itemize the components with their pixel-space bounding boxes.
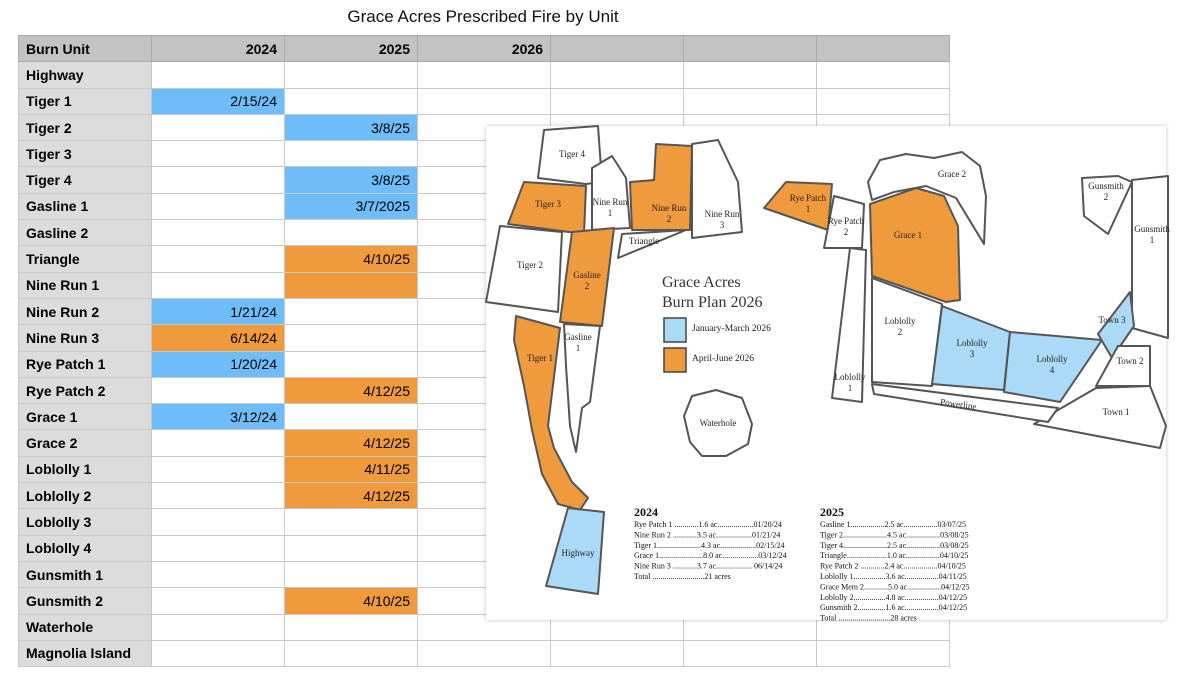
summary-row: Rye Patch 2 ............2.4 ac.................04/10/25	[820, 561, 966, 571]
cell-2024[interactable]	[152, 246, 285, 272]
header-cell[interactable]	[684, 36, 817, 62]
cell-2025[interactable]	[285, 561, 418, 587]
header-cell[interactable]	[551, 36, 684, 62]
parcel-label-line: 3	[719, 220, 725, 230]
cell-2024[interactable]	[152, 62, 285, 88]
parcel-label-line: 2	[584, 281, 590, 291]
cell-2026[interactable]	[418, 62, 551, 88]
parcel-rye-patch-1[interactable]	[764, 182, 832, 230]
legend-label-jan-mar: January-March 2026	[692, 324, 771, 334]
unit-name-cell[interactable]: Tiger 3	[19, 141, 152, 167]
parcel-nine-run-3[interactable]	[692, 140, 742, 238]
summary-row: Total ..........................28 acres	[820, 613, 917, 623]
parcel-label-line: Loblolly	[834, 372, 866, 382]
cell-2025[interactable]	[285, 351, 418, 377]
cell-2024[interactable]: 3/12/24	[152, 404, 285, 430]
header-cell[interactable]: 2025	[285, 36, 418, 62]
parcel-label-line: Highway	[561, 548, 595, 558]
cell-2024[interactable]	[152, 561, 285, 587]
unit-name-cell[interactable]: Highway	[19, 62, 152, 88]
cell-2024[interactable]: 1/20/24	[152, 351, 285, 377]
parcel-town-2[interactable]	[1096, 346, 1150, 386]
summary-row: Tiger 1......................4.3 ac..................02/15/24	[634, 540, 785, 550]
summary-row: Loblolly 1................3.6 ac.................04/11/25	[820, 572, 967, 581]
parcel-label-grace1	[894, 230, 922, 240]
cell-2025[interactable]	[285, 640, 418, 666]
cell-2024[interactable]	[152, 483, 285, 509]
parcel-label-town2	[1116, 356, 1143, 366]
cell-2025[interactable]	[285, 325, 418, 351]
cell-2025[interactable]: 3/7/2025	[285, 193, 418, 219]
parcel-label-grace2	[938, 169, 966, 179]
parcel-label-line: 2	[897, 327, 903, 337]
parcel-label-line: Tiger 2	[517, 260, 543, 270]
parcel-label-line: Tiger 1	[527, 353, 553, 363]
unit-name-cell[interactable]: Nine Run 3	[19, 325, 152, 351]
parcel-label-town1	[1102, 407, 1129, 417]
empty-cell[interactable]	[684, 640, 817, 666]
cell-2024[interactable]: 6/14/24	[152, 325, 285, 351]
parcel-label-line: Town 1	[1102, 407, 1130, 417]
empty-cell[interactable]	[551, 640, 684, 666]
parcel-label-line: 2	[843, 227, 849, 237]
parcel-label-line: Rye Patch	[827, 216, 865, 226]
parcel-label-line: Powerline	[939, 396, 978, 412]
parcel-label-highway	[562, 548, 595, 558]
empty-cell[interactable]	[817, 640, 950, 666]
cell-2025[interactable]: 3/8/25	[285, 114, 418, 140]
parcel-label-line: Loblolly	[1036, 354, 1068, 364]
cell-2025[interactable]: 4/10/25	[285, 588, 418, 614]
parcel-label-line: Triangle	[628, 236, 660, 246]
table-row	[19, 62, 950, 88]
parcel-label-line: 1	[847, 383, 853, 393]
summary-row: Rye Patch 1 ............1.6 ac..................01/20/24	[634, 520, 782, 529]
cell-2025[interactable]	[285, 298, 418, 324]
unit-name-cell[interactable]: Grace 1	[19, 404, 152, 430]
cell-2025[interactable]: 4/12/25	[285, 430, 418, 456]
header-cell[interactable]: 2024	[152, 36, 285, 62]
parcel-loblolly-3[interactable]	[932, 306, 1010, 390]
parcel-label-line: Rye Patch	[789, 193, 827, 203]
table-2025-heading: 2025	[820, 505, 844, 519]
cell-2025[interactable]	[285, 220, 418, 246]
table-2024-heading: 2024	[634, 505, 658, 519]
summary-row: Nine Run 2 ............3.5 ac..................01/21/24	[634, 530, 781, 540]
summary-row: Grace Mem 2............5.0 ac.................04/12/25	[820, 582, 970, 592]
parcel-label-line: Nine Run	[651, 203, 687, 213]
parcel-label-line: Tiger 4	[559, 149, 585, 159]
burn-plan-map	[486, 126, 1170, 623]
cell-2024[interactable]	[152, 167, 285, 193]
table-row	[19, 640, 950, 666]
parcel-gunsmith-1[interactable]	[1132, 176, 1168, 338]
summary-row: Nine Run 3 ............3.7 ac.................. 06/14/24	[634, 561, 783, 571]
empty-cell[interactable]	[684, 88, 817, 114]
parcel-label-line: Waterhole	[699, 418, 737, 428]
unit-name-cell[interactable]: Tiger 2	[19, 114, 152, 140]
parcel-label-line: 1	[805, 204, 811, 214]
empty-cell[interactable]	[551, 88, 684, 114]
summary-row: Tiger 4......................2.5 ac.................03/08/25	[820, 540, 969, 550]
cell-2025[interactable]	[285, 509, 418, 535]
cell-2024[interactable]	[152, 377, 285, 403]
unit-name-cell[interactable]: Loblolly 2	[19, 483, 152, 509]
summary-row: Tiger 2......................4.5 ac.................03/08/25	[820, 530, 969, 540]
summary-row: Total ..........................21 acres	[634, 572, 731, 581]
parcel-label-line: 3	[969, 349, 975, 359]
parcel-label-line: Grace 1	[893, 230, 923, 240]
parcel-label-line: Tiger 3	[535, 199, 561, 209]
cell-2024[interactable]	[152, 220, 285, 246]
cell-2025[interactable]: 4/10/25	[285, 246, 418, 272]
cell-2025[interactable]	[285, 614, 418, 640]
unit-name-cell[interactable]: Rye Patch 2	[19, 377, 152, 403]
cell-2024[interactable]	[152, 640, 285, 666]
unit-name-cell[interactable]: Rye Patch 1	[19, 351, 152, 377]
unit-name-cell[interactable]: Gunsmith 2	[19, 588, 152, 614]
cell-2024[interactable]	[152, 588, 285, 614]
table-row	[19, 88, 950, 114]
unit-name-cell[interactable]: Triangle	[19, 246, 152, 272]
parcel-label-line: 2	[666, 214, 672, 224]
empty-cell[interactable]	[817, 62, 950, 88]
cell-2024[interactable]	[152, 114, 285, 140]
cell-2024[interactable]	[152, 535, 285, 561]
map-svg	[486, 126, 1170, 623]
summary-row: Grace 1......................8.0 ac..................03/12/24	[634, 551, 787, 561]
parcel-label-line: 4	[1049, 365, 1055, 375]
cell-2024[interactable]: 2/15/24	[152, 88, 285, 114]
cell-2025[interactable]: 4/12/25	[285, 377, 418, 403]
parcel-label-line: Gunsmith	[1134, 224, 1170, 234]
parcel-label-line: Grace 2	[937, 169, 967, 179]
cell-2025[interactable]	[285, 404, 418, 430]
summary-row: Loblolly 2................4.8 ac.................04/12/25	[820, 592, 968, 602]
cell-2024[interactable]	[152, 456, 285, 482]
cell-2024[interactable]	[152, 141, 285, 167]
parcel-label-line: Town 2	[1116, 356, 1144, 366]
parcel-gasline-1[interactable]	[564, 324, 600, 452]
cell-2026[interactable]	[418, 640, 551, 666]
cell-2026[interactable]	[418, 88, 551, 114]
parcel-label-tiger4	[559, 149, 585, 159]
unit-name-cell[interactable]: Gunsmith 1	[19, 561, 152, 587]
parcel-label-line: Nine Run	[592, 197, 628, 207]
header-cell[interactable]	[817, 36, 950, 62]
summary-row: Triangle....................1.0 ac.................04/10/25	[820, 551, 969, 561]
parcel-label-line: Gunsmith	[1088, 181, 1124, 191]
cell-2024[interactable]	[152, 614, 285, 640]
unit-name-cell[interactable]: Magnolia Island	[19, 640, 152, 666]
unit-name-cell[interactable]: Tiger 1	[19, 88, 152, 114]
parcel-nine-run-1[interactable]	[592, 156, 630, 230]
parcel-nine-run-2[interactable]	[630, 144, 692, 230]
cell-2025[interactable]: 4/11/25	[285, 456, 418, 482]
cell-2025[interactable]	[285, 272, 418, 298]
parcel-label-tiger1	[527, 353, 553, 363]
cell-2024[interactable]	[152, 272, 285, 298]
unit-name-cell[interactable]: Nine Run 2	[19, 298, 152, 324]
parcel-label-line: Nine Run	[704, 209, 740, 219]
cell-2025[interactable]: 4/12/25	[285, 483, 418, 509]
cell-2025[interactable]	[285, 62, 418, 88]
unit-name-cell[interactable]: Tiger 4	[19, 167, 152, 193]
parcel-label-line: Gasline	[573, 270, 601, 280]
map-title-line-2: Burn Plan 2026	[662, 294, 763, 311]
unit-name-cell[interactable]: Loblolly 1	[19, 456, 152, 482]
cell-2025[interactable]	[285, 141, 418, 167]
unit-name-cell[interactable]: Loblolly 4	[19, 535, 152, 561]
legend-label-apr-jun: April-June 2026	[692, 354, 755, 364]
header-burn-unit[interactable]: Burn Unit	[19, 36, 152, 62]
empty-cell[interactable]	[684, 62, 817, 88]
cell-2024[interactable]	[152, 509, 285, 535]
map-title-line-1: Grace Acres	[662, 274, 741, 291]
cell-2024[interactable]	[152, 193, 285, 219]
parcel-label-triangle	[629, 236, 659, 246]
cell-2024[interactable]	[152, 430, 285, 456]
header-row	[19, 36, 950, 62]
parcel-label-line: Gasline	[564, 332, 592, 342]
summary-row: Gasline 1.................2.5 ac.................03/07/25	[820, 520, 966, 529]
unit-name-cell[interactable]: Loblolly 3	[19, 509, 152, 535]
parcel-label-tiger3	[535, 199, 561, 209]
header-cell[interactable]: 2026	[418, 36, 551, 62]
parcel-label-line: Loblolly	[956, 338, 988, 348]
unit-name-cell[interactable]: Grace 2	[19, 430, 152, 456]
cell-2025[interactable]	[285, 535, 418, 561]
empty-cell[interactable]	[551, 62, 684, 88]
empty-cell[interactable]	[817, 88, 950, 114]
summary-row: Gunsmith 2..............1.6 ac.................04/12/25	[820, 603, 968, 613]
parcel-label-town3	[1098, 315, 1126, 325]
unit-name-cell[interactable]: Gasline 1	[19, 193, 152, 219]
parcel-label-line: 1	[575, 343, 581, 353]
unit-name-cell[interactable]: Gasline 2	[19, 220, 152, 246]
legend-swatch-jan-mar	[664, 318, 686, 342]
spreadsheet-title: Grace Acres Prescribed Fire by Unit	[347, 7, 619, 26]
parcel-label-tiger2	[517, 260, 543, 270]
parcel-label-line: 1	[1149, 235, 1155, 245]
unit-name-cell[interactable]: Nine Run 1	[19, 272, 152, 298]
parcel-label-line: Town 3	[1098, 315, 1126, 325]
parcel-label-line: Loblolly	[884, 316, 916, 326]
cell-2025[interactable]	[285, 88, 418, 114]
parcel-label-line: 1	[607, 208, 613, 218]
cell-2025[interactable]: 3/8/25	[285, 167, 418, 193]
cell-2024[interactable]: 1/21/24	[152, 298, 285, 324]
unit-name-cell[interactable]: Waterhole	[19, 614, 152, 640]
parcel-label-line: 2	[1103, 192, 1109, 202]
parcel-label-waterhole	[700, 418, 737, 428]
legend-swatch-apr-jun	[664, 348, 686, 372]
